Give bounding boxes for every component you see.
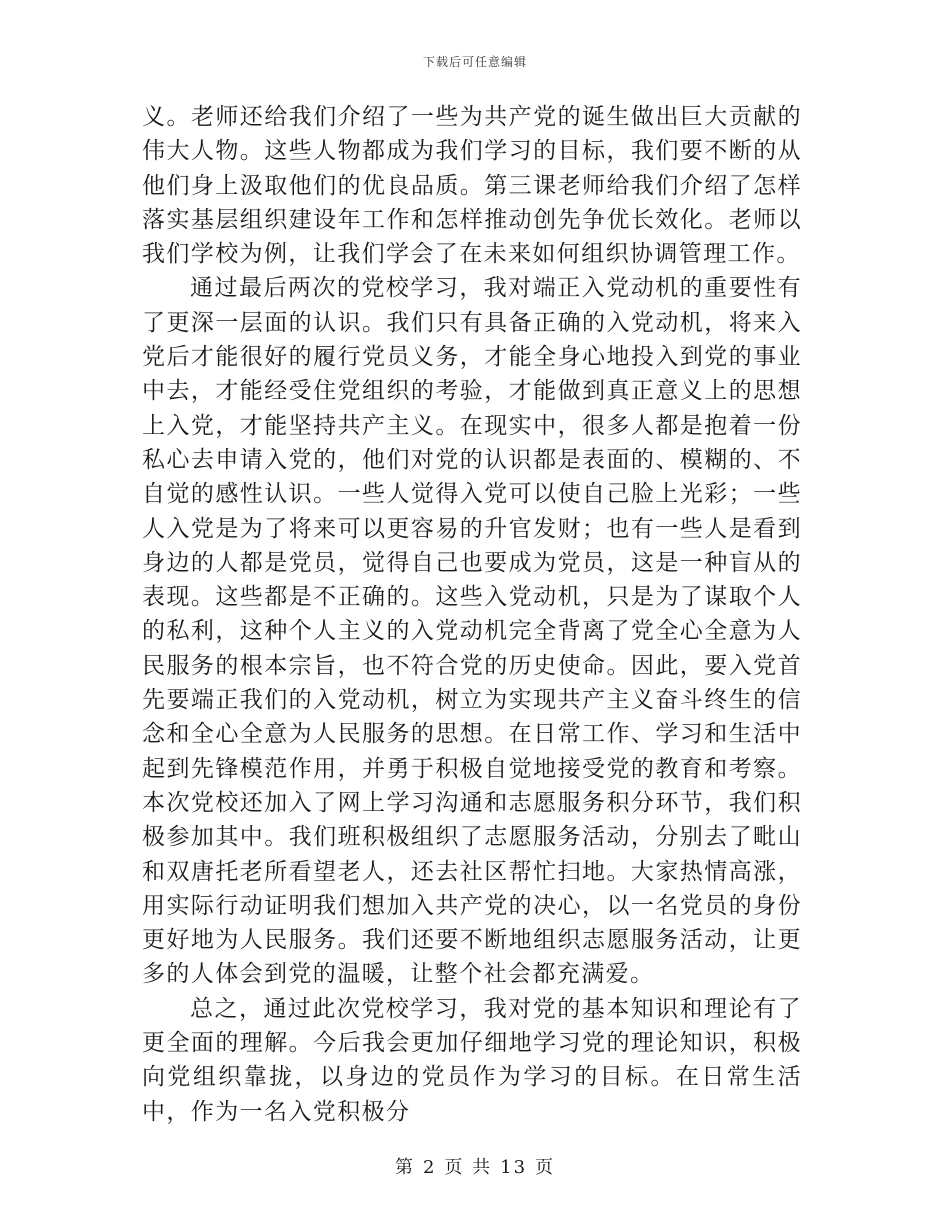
paragraph-3: 总之，通过此次党校学习，我对党的基本知识和理论有了更全面的理解。今后我会更加仔细地学习党的理论知识，积极向党组织靠拢，以身边的党员作为学习的目标。在日常生活中，作为一名入党积极分 bbox=[142, 995, 802, 1125]
footer-middle: 页 共 bbox=[444, 1157, 493, 1178]
page-footer bbox=[0, 1153, 950, 1179]
paragraph-1: 义。老师还给我们介绍了一些为共产党的诞生做出巨大贡献的伟大人物。这些人物都成为我们学习的目标，我们要不断的从他们身上汲取他们的优良品质。第三课老师给我们介绍了怎样落实基层组织建设年工作和怎样推动创先争优长效化。老师以我们学校为例，让我们学会了在未来如何组织协调管理工作。 bbox=[142, 104, 802, 268]
paragraph-2: 通过最后两次的党校学习，我对端正入党动机的重要性有了更深一层面的认识。我们只有具备正确的入党动机，将来入党后才能很好的履行党员义务，才能全身心地投入到党的事业中去，才能经受住党组织的考验，才能做到真正意义上的思想上入党，才能坚持共产主义。在现实中，很多人都是抱着一份私心去申请入党的，他们对党的认识都是表面的、模糊的、不自觉的感性认识。一些人觉得入党可以使自己脸上光彩；一些人入党是为了将来可以更容易的升官发财；也有一些人是看到身边的人都是党员，觉得自己也要成为党员，这是一种盲从的表现。这些都是不正确的。这些入党动机，只是为了谋取个人的私利，这种个人主义的入党动机完全背离了党全心全意为人民服务的根本宗旨，也不符合党的历史使命。因此，要入党首先要端正我们的入党动机，树立为实现共产主义奋斗终生的信念和全心全意为人民服务的思想。在日常工作、学习和生活中起到先锋模范作用，并勇于积极自觉地接受党的教育和考察。本次党校还加入了网上学习沟通和志愿服务积分环节，我们积极参加其中。我们班积极组织了志愿服务活动，分别去了毗山和双唐托老所看望老人，还去社区帮忙扫地。大家热情高涨，用实际行动证明我们想加入共产党的决心，以一名党员的身份更好地为人民服务。我们还要不断地组织志愿服务活动，让更多的人体会到党的温暖，让整个社会都充满爱。 bbox=[142, 275, 802, 988]
page-header-note: 下载后可任意编辑 bbox=[422, 55, 527, 69]
footer-prefix: 第 bbox=[394, 1157, 415, 1178]
footer-page-number: 2 bbox=[422, 1157, 437, 1178]
footer-total-pages: 13 bbox=[500, 1157, 528, 1178]
footer-suffix: 页 bbox=[535, 1157, 556, 1178]
document-body bbox=[142, 100, 802, 1129]
